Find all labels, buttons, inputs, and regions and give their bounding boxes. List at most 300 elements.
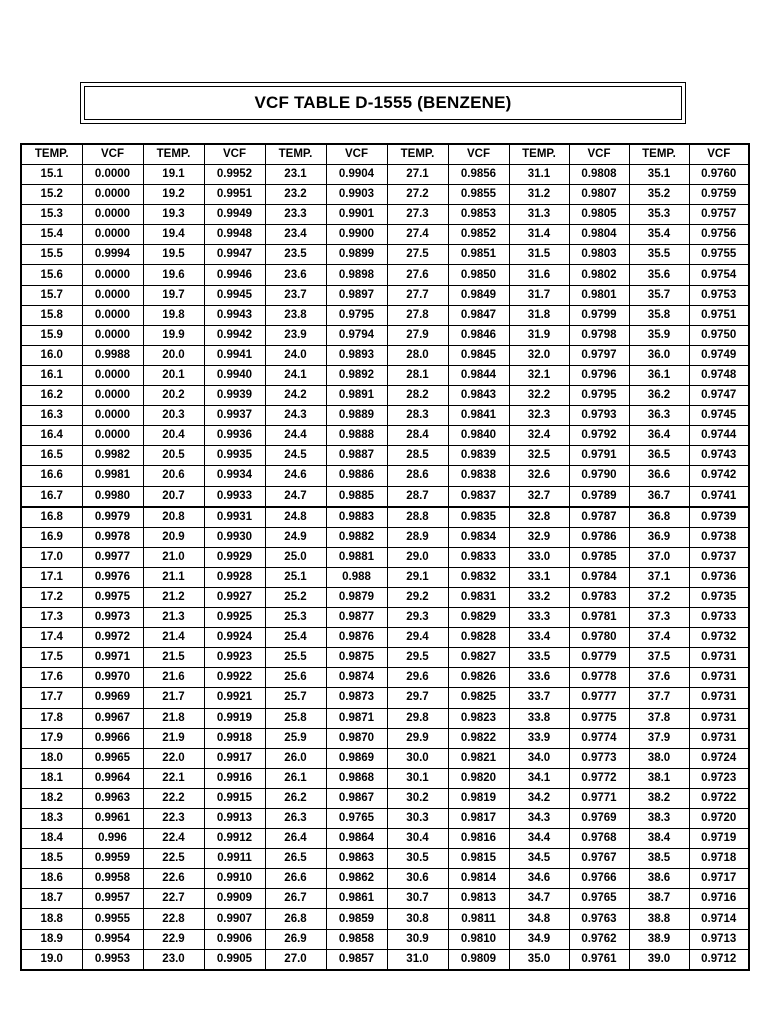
temp-cell: 33.5 <box>509 648 569 668</box>
vcf-cell: 0.9912 <box>204 829 265 849</box>
title-box-inner <box>84 86 682 120</box>
temp-cell: 35.8 <box>629 305 689 325</box>
temp-cell: 26.0 <box>265 748 326 768</box>
temp-cell: 20.3 <box>143 406 204 426</box>
temp-cell: 31.0 <box>387 949 448 970</box>
column-header: VCF <box>82 144 143 165</box>
vcf-cell: 0.9723 <box>689 768 749 788</box>
vcf-cell: 0.9828 <box>448 628 509 648</box>
temp-cell: 28.9 <box>387 527 448 547</box>
table-row <box>21 628 749 648</box>
temp-cell: 16.3 <box>21 406 82 426</box>
temp-cell: 25.8 <box>265 708 326 728</box>
vcf-cell: 0.9933 <box>204 486 265 507</box>
temp-cell: 36.2 <box>629 386 689 406</box>
temp-cell: 15.1 <box>21 165 82 185</box>
vcf-cell: 0.9939 <box>204 386 265 406</box>
vcf-cell: 0.9761 <box>569 949 629 970</box>
table-row <box>21 486 749 507</box>
vcf-cell: 0.9855 <box>448 185 509 205</box>
vcf-cell: 0.9917 <box>204 748 265 768</box>
vcf-cell: 0.9868 <box>326 768 387 788</box>
vcf-cell: 0.9935 <box>204 446 265 466</box>
temp-cell: 21.3 <box>143 608 204 628</box>
vcf-cell: 0.9827 <box>448 648 509 668</box>
vcf-cell: 0.996 <box>82 829 143 849</box>
temp-cell: 26.1 <box>265 768 326 788</box>
vcf-cell: 0.9886 <box>326 466 387 486</box>
temp-cell: 32.6 <box>509 466 569 486</box>
vcf-cell: 0.9964 <box>82 768 143 788</box>
temp-cell: 18.8 <box>21 909 82 929</box>
vcf-cell: 0.9771 <box>569 788 629 808</box>
vcf-cell: 0.988 <box>326 567 387 587</box>
temp-cell: 24.8 <box>265 507 326 528</box>
vcf-cell: 0.9766 <box>569 869 629 889</box>
vcf-cell: 0.9966 <box>82 728 143 748</box>
temp-cell: 17.6 <box>21 668 82 688</box>
vcf-cell: 0.9850 <box>448 265 509 285</box>
temp-cell: 30.9 <box>387 929 448 949</box>
vcf-cell: 0.9955 <box>82 909 143 929</box>
temp-cell: 25.0 <box>265 547 326 567</box>
vcf-cell: 0.9951 <box>204 185 265 205</box>
temp-cell: 27.1 <box>387 165 448 185</box>
vcf-cell: 0.9840 <box>448 426 509 446</box>
vcf-cell: 0.9832 <box>448 567 509 587</box>
temp-cell: 23.0 <box>143 949 204 970</box>
temp-cell: 16.9 <box>21 527 82 547</box>
vcf-cell: 0.9831 <box>448 587 509 607</box>
vcf-cell: 0.9921 <box>204 688 265 708</box>
temp-cell: 27.9 <box>387 325 448 345</box>
vcf-cell: 0.9796 <box>569 365 629 385</box>
vcf-cell: 0.9857 <box>326 949 387 970</box>
temp-cell: 25.1 <box>265 567 326 587</box>
table-row <box>21 788 749 808</box>
vcf-cell: 0.9889 <box>326 406 387 426</box>
temp-cell: 33.1 <box>509 567 569 587</box>
vcf-table <box>20 143 750 971</box>
table-row <box>21 929 749 949</box>
temp-cell: 15.4 <box>21 225 82 245</box>
vcf-cell: 0.9719 <box>689 829 749 849</box>
vcf-cell: 0.9897 <box>326 285 387 305</box>
vcf-cell: 0.9763 <box>569 909 629 929</box>
temp-cell: 24.5 <box>265 446 326 466</box>
vcf-cell: 0.9724 <box>689 748 749 768</box>
vcf-cell: 0.9946 <box>204 265 265 285</box>
temp-cell: 29.9 <box>387 728 448 748</box>
vcf-cell: 0.9873 <box>326 688 387 708</box>
temp-cell: 20.2 <box>143 386 204 406</box>
table-row <box>21 285 749 305</box>
temp-cell: 37.9 <box>629 728 689 748</box>
vcf-cell: 0.9798 <box>569 325 629 345</box>
temp-cell: 22.9 <box>143 929 204 949</box>
table-row <box>21 466 749 486</box>
temp-cell: 27.2 <box>387 185 448 205</box>
temp-cell: 30.1 <box>387 768 448 788</box>
temp-cell: 24.1 <box>265 365 326 385</box>
vcf-cell: 0.9739 <box>689 507 749 528</box>
vcf-cell: 0.9909 <box>204 889 265 909</box>
temp-cell: 20.1 <box>143 365 204 385</box>
temp-cell: 36.8 <box>629 507 689 528</box>
vcf-cell: 0.0000 <box>82 406 143 426</box>
vcf-cell: 0.9757 <box>689 205 749 225</box>
temp-cell: 26.7 <box>265 889 326 909</box>
temp-cell: 32.8 <box>509 507 569 528</box>
temp-cell: 22.3 <box>143 809 204 829</box>
temp-cell: 27.0 <box>265 949 326 970</box>
vcf-cell: 0.9852 <box>448 225 509 245</box>
temp-cell: 35.0 <box>509 949 569 970</box>
vcf-cell: 0.9787 <box>569 507 629 528</box>
vcf-cell: 0.9869 <box>326 748 387 768</box>
temp-cell: 18.4 <box>21 829 82 849</box>
vcf-cell: 0.9881 <box>326 547 387 567</box>
title-box <box>80 82 686 124</box>
temp-cell: 24.0 <box>265 345 326 365</box>
temp-cell: 24.2 <box>265 386 326 406</box>
vcf-cell: 0.9945 <box>204 285 265 305</box>
temp-cell: 16.1 <box>21 365 82 385</box>
temp-cell: 21.0 <box>143 547 204 567</box>
temp-cell: 19.2 <box>143 185 204 205</box>
table-row <box>21 889 749 909</box>
vcf-cell: 0.9972 <box>82 628 143 648</box>
vcf-cell: 0.9789 <box>569 486 629 507</box>
table-row <box>21 527 749 547</box>
vcf-cell: 0.9814 <box>448 869 509 889</box>
temp-cell: 19.1 <box>143 165 204 185</box>
vcf-cell: 0.9915 <box>204 788 265 808</box>
temp-cell: 19.7 <box>143 285 204 305</box>
temp-cell: 19.6 <box>143 265 204 285</box>
vcf-cell: 0.9791 <box>569 446 629 466</box>
temp-cell: 36.0 <box>629 345 689 365</box>
vcf-cell: 0.9780 <box>569 628 629 648</box>
temp-cell: 18.0 <box>21 748 82 768</box>
vcf-cell: 0.9717 <box>689 869 749 889</box>
temp-cell: 37.2 <box>629 587 689 607</box>
temp-cell: 23.7 <box>265 285 326 305</box>
vcf-cell: 0.9927 <box>204 587 265 607</box>
temp-cell: 38.7 <box>629 889 689 909</box>
vcf-cell: 0.0000 <box>82 325 143 345</box>
vcf-cell: 0.9745 <box>689 406 749 426</box>
temp-cell: 21.2 <box>143 587 204 607</box>
vcf-cell: 0.9870 <box>326 728 387 748</box>
vcf-cell: 0.9888 <box>326 426 387 446</box>
table-row <box>21 768 749 788</box>
temp-cell: 21.4 <box>143 628 204 648</box>
table-row <box>21 587 749 607</box>
vcf-cell: 0.9731 <box>689 668 749 688</box>
table-row <box>21 386 749 406</box>
vcf-cell: 0.9712 <box>689 949 749 970</box>
vcf-cell: 0.9835 <box>448 507 509 528</box>
vcf-cell: 0.9887 <box>326 446 387 466</box>
vcf-cell: 0.9967 <box>82 708 143 728</box>
vcf-cell: 0.9903 <box>326 185 387 205</box>
temp-cell: 34.0 <box>509 748 569 768</box>
vcf-cell: 0.9718 <box>689 849 749 869</box>
temp-cell: 32.0 <box>509 345 569 365</box>
vcf-cell: 0.9732 <box>689 628 749 648</box>
temp-cell: 22.8 <box>143 909 204 929</box>
temp-cell: 15.8 <box>21 305 82 325</box>
temp-cell: 21.9 <box>143 728 204 748</box>
temp-cell: 35.5 <box>629 245 689 265</box>
temp-cell: 21.7 <box>143 688 204 708</box>
table-row <box>21 869 749 889</box>
temp-cell: 28.7 <box>387 486 448 507</box>
vcf-cell: 0.9907 <box>204 909 265 929</box>
temp-cell: 17.5 <box>21 648 82 668</box>
vcf-cell: 0.9977 <box>82 547 143 567</box>
temp-cell: 38.1 <box>629 768 689 788</box>
table-row <box>21 365 749 385</box>
temp-cell: 27.3 <box>387 205 448 225</box>
table-row <box>21 305 749 325</box>
temp-cell: 35.7 <box>629 285 689 305</box>
temp-cell: 26.5 <box>265 849 326 869</box>
vcf-cell: 0.9929 <box>204 547 265 567</box>
vcf-cell: 0.9759 <box>689 185 749 205</box>
temp-cell: 37.3 <box>629 608 689 628</box>
vcf-cell: 0.9849 <box>448 285 509 305</box>
temp-cell: 22.7 <box>143 889 204 909</box>
vcf-cell: 0.9769 <box>569 809 629 829</box>
vcf-cell: 0.9859 <box>326 909 387 929</box>
temp-cell: 23.8 <box>265 305 326 325</box>
vcf-cell: 0.9980 <box>82 486 143 507</box>
vcf-cell: 0.9821 <box>448 748 509 768</box>
vcf-cell: 0.9900 <box>326 225 387 245</box>
temp-cell: 16.4 <box>21 426 82 446</box>
vcf-cell: 0.9839 <box>448 446 509 466</box>
vcf-cell: 0.9786 <box>569 527 629 547</box>
temp-cell: 31.9 <box>509 325 569 345</box>
temp-cell: 15.9 <box>21 325 82 345</box>
temp-cell: 21.1 <box>143 567 204 587</box>
vcf-cell: 0.9957 <box>82 889 143 909</box>
vcf-cell: 0.9853 <box>448 205 509 225</box>
temp-cell: 29.4 <box>387 628 448 648</box>
temp-cell: 18.1 <box>21 768 82 788</box>
vcf-cell: 0.9741 <box>689 486 749 507</box>
vcf-cell: 0.9982 <box>82 446 143 466</box>
vcf-cell: 0.9772 <box>569 768 629 788</box>
table-row <box>21 225 749 245</box>
vcf-cell: 0.0000 <box>82 185 143 205</box>
column-header: VCF <box>204 144 265 165</box>
vcf-cell: 0.9892 <box>326 365 387 385</box>
vcf-cell: 0.9953 <box>82 949 143 970</box>
vcf-cell: 0.9899 <box>326 245 387 265</box>
vcf-cell: 0.9891 <box>326 386 387 406</box>
temp-cell: 29.5 <box>387 648 448 668</box>
vcf-cell: 0.9833 <box>448 547 509 567</box>
temp-cell: 38.9 <box>629 929 689 949</box>
vcf-cell: 0.9775 <box>569 708 629 728</box>
temp-cell: 26.6 <box>265 869 326 889</box>
temp-cell: 36.3 <box>629 406 689 426</box>
vcf-cell: 0.9963 <box>82 788 143 808</box>
vcf-cell: 0.9768 <box>569 829 629 849</box>
temp-cell: 23.2 <box>265 185 326 205</box>
vcf-cell: 0.9793 <box>569 406 629 426</box>
vcf-cell: 0.9834 <box>448 527 509 547</box>
vcf-cell: 0.9994 <box>82 245 143 265</box>
temp-cell: 27.7 <box>387 285 448 305</box>
table-row <box>21 668 749 688</box>
temp-cell: 17.3 <box>21 608 82 628</box>
column-header: TEMP. <box>629 144 689 165</box>
temp-cell: 26.8 <box>265 909 326 929</box>
vcf-cell: 0.9922 <box>204 668 265 688</box>
temp-cell: 30.8 <box>387 909 448 929</box>
vcf-cell: 0.9738 <box>689 527 749 547</box>
vcf-cell: 0.9816 <box>448 829 509 849</box>
temp-cell: 32.9 <box>509 527 569 547</box>
temp-cell: 23.6 <box>265 265 326 285</box>
vcf-cell: 0.9823 <box>448 708 509 728</box>
temp-cell: 28.6 <box>387 466 448 486</box>
vcf-cell: 0.9794 <box>326 325 387 345</box>
vcf-cell: 0.9737 <box>689 547 749 567</box>
vcf-cell: 0.9783 <box>569 587 629 607</box>
vcf-cell: 0.9978 <box>82 527 143 547</box>
temp-cell: 32.3 <box>509 406 569 426</box>
vcf-cell: 0.9952 <box>204 165 265 185</box>
column-header: TEMP. <box>143 144 204 165</box>
table-row <box>21 949 749 970</box>
temp-cell: 23.5 <box>265 245 326 265</box>
vcf-cell: 0.9948 <box>204 225 265 245</box>
vcf-cell: 0.9790 <box>569 466 629 486</box>
table-row <box>21 648 749 668</box>
temp-cell: 35.3 <box>629 205 689 225</box>
temp-cell: 26.2 <box>265 788 326 808</box>
temp-cell: 33.2 <box>509 587 569 607</box>
column-header: TEMP. <box>265 144 326 165</box>
temp-cell: 20.4 <box>143 426 204 446</box>
vcf-cell: 0.9774 <box>569 728 629 748</box>
vcf-cell: 0.9716 <box>689 889 749 909</box>
temp-cell: 38.8 <box>629 909 689 929</box>
table-row <box>21 245 749 265</box>
vcf-cell: 0.9731 <box>689 648 749 668</box>
temp-cell: 17.9 <box>21 728 82 748</box>
vcf-cell: 0.9807 <box>569 185 629 205</box>
temp-cell: 28.5 <box>387 446 448 466</box>
temp-cell: 34.4 <box>509 829 569 849</box>
temp-cell: 24.4 <box>265 426 326 446</box>
vcf-cell: 0.9826 <box>448 668 509 688</box>
temp-cell: 30.4 <box>387 829 448 849</box>
vcf-cell: 0.9874 <box>326 668 387 688</box>
temp-cell: 19.3 <box>143 205 204 225</box>
vcf-cell: 0.9777 <box>569 688 629 708</box>
temp-cell: 34.1 <box>509 768 569 788</box>
temp-cell: 15.6 <box>21 265 82 285</box>
temp-cell: 25.3 <box>265 608 326 628</box>
vcf-cell: 0.9943 <box>204 305 265 325</box>
vcf-cell: 0.9805 <box>569 205 629 225</box>
column-header: VCF <box>569 144 629 165</box>
temp-cell: 19.8 <box>143 305 204 325</box>
column-header: TEMP. <box>387 144 448 165</box>
vcf-cell: 0.9731 <box>689 708 749 728</box>
temp-cell: 27.4 <box>387 225 448 245</box>
vcf-cell: 0.9862 <box>326 869 387 889</box>
vcf-cell: 0.9923 <box>204 648 265 668</box>
vcf-cell: 0.0000 <box>82 225 143 245</box>
vcf-cell: 0.9802 <box>569 265 629 285</box>
temp-cell: 17.1 <box>21 567 82 587</box>
temp-cell: 34.3 <box>509 809 569 829</box>
temp-cell: 32.1 <box>509 365 569 385</box>
temp-cell: 36.5 <box>629 446 689 466</box>
table-row <box>21 849 749 869</box>
temp-cell: 16.5 <box>21 446 82 466</box>
temp-cell: 38.4 <box>629 829 689 849</box>
temp-cell: 18.2 <box>21 788 82 808</box>
temp-cell: 29.0 <box>387 547 448 567</box>
vcf-cell: 0.9851 <box>448 245 509 265</box>
temp-cell: 35.9 <box>629 325 689 345</box>
vcf-cell: 0.9819 <box>448 788 509 808</box>
table-row <box>21 205 749 225</box>
vcf-cell: 0.9898 <box>326 265 387 285</box>
temp-cell: 34.8 <box>509 909 569 929</box>
vcf-cell: 0.9858 <box>326 929 387 949</box>
vcf-cell: 0.9747 <box>689 386 749 406</box>
temp-cell: 39.0 <box>629 949 689 970</box>
vcf-cell: 0.9971 <box>82 648 143 668</box>
vcf-cell: 0.9811 <box>448 909 509 929</box>
vcf-cell: 0.9813 <box>448 889 509 909</box>
table-row <box>21 909 749 929</box>
temp-cell: 34.5 <box>509 849 569 869</box>
vcf-cell: 0.9856 <box>448 165 509 185</box>
temp-cell: 36.7 <box>629 486 689 507</box>
temp-cell: 18.9 <box>21 929 82 949</box>
vcf-cell: 0.0000 <box>82 386 143 406</box>
temp-cell: 37.0 <box>629 547 689 567</box>
vcf-cell: 0.0000 <box>82 265 143 285</box>
temp-cell: 16.2 <box>21 386 82 406</box>
temp-cell: 37.4 <box>629 628 689 648</box>
vcf-cell: 0.9934 <box>204 466 265 486</box>
vcf-cell: 0.9765 <box>569 889 629 909</box>
temp-cell: 30.3 <box>387 809 448 829</box>
vcf-cell: 0.9815 <box>448 849 509 869</box>
vcf-cell: 0.9883 <box>326 507 387 528</box>
vcf-cell: 0.9754 <box>689 265 749 285</box>
temp-cell: 22.5 <box>143 849 204 869</box>
vcf-cell: 0.9846 <box>448 325 509 345</box>
temp-cell: 38.2 <box>629 788 689 808</box>
temp-cell: 31.1 <box>509 165 569 185</box>
vcf-cell: 0.9876 <box>326 628 387 648</box>
vcf-cell: 0.9825 <box>448 688 509 708</box>
vcf-cell: 0.9749 <box>689 345 749 365</box>
vcf-cell: 0.9940 <box>204 365 265 385</box>
